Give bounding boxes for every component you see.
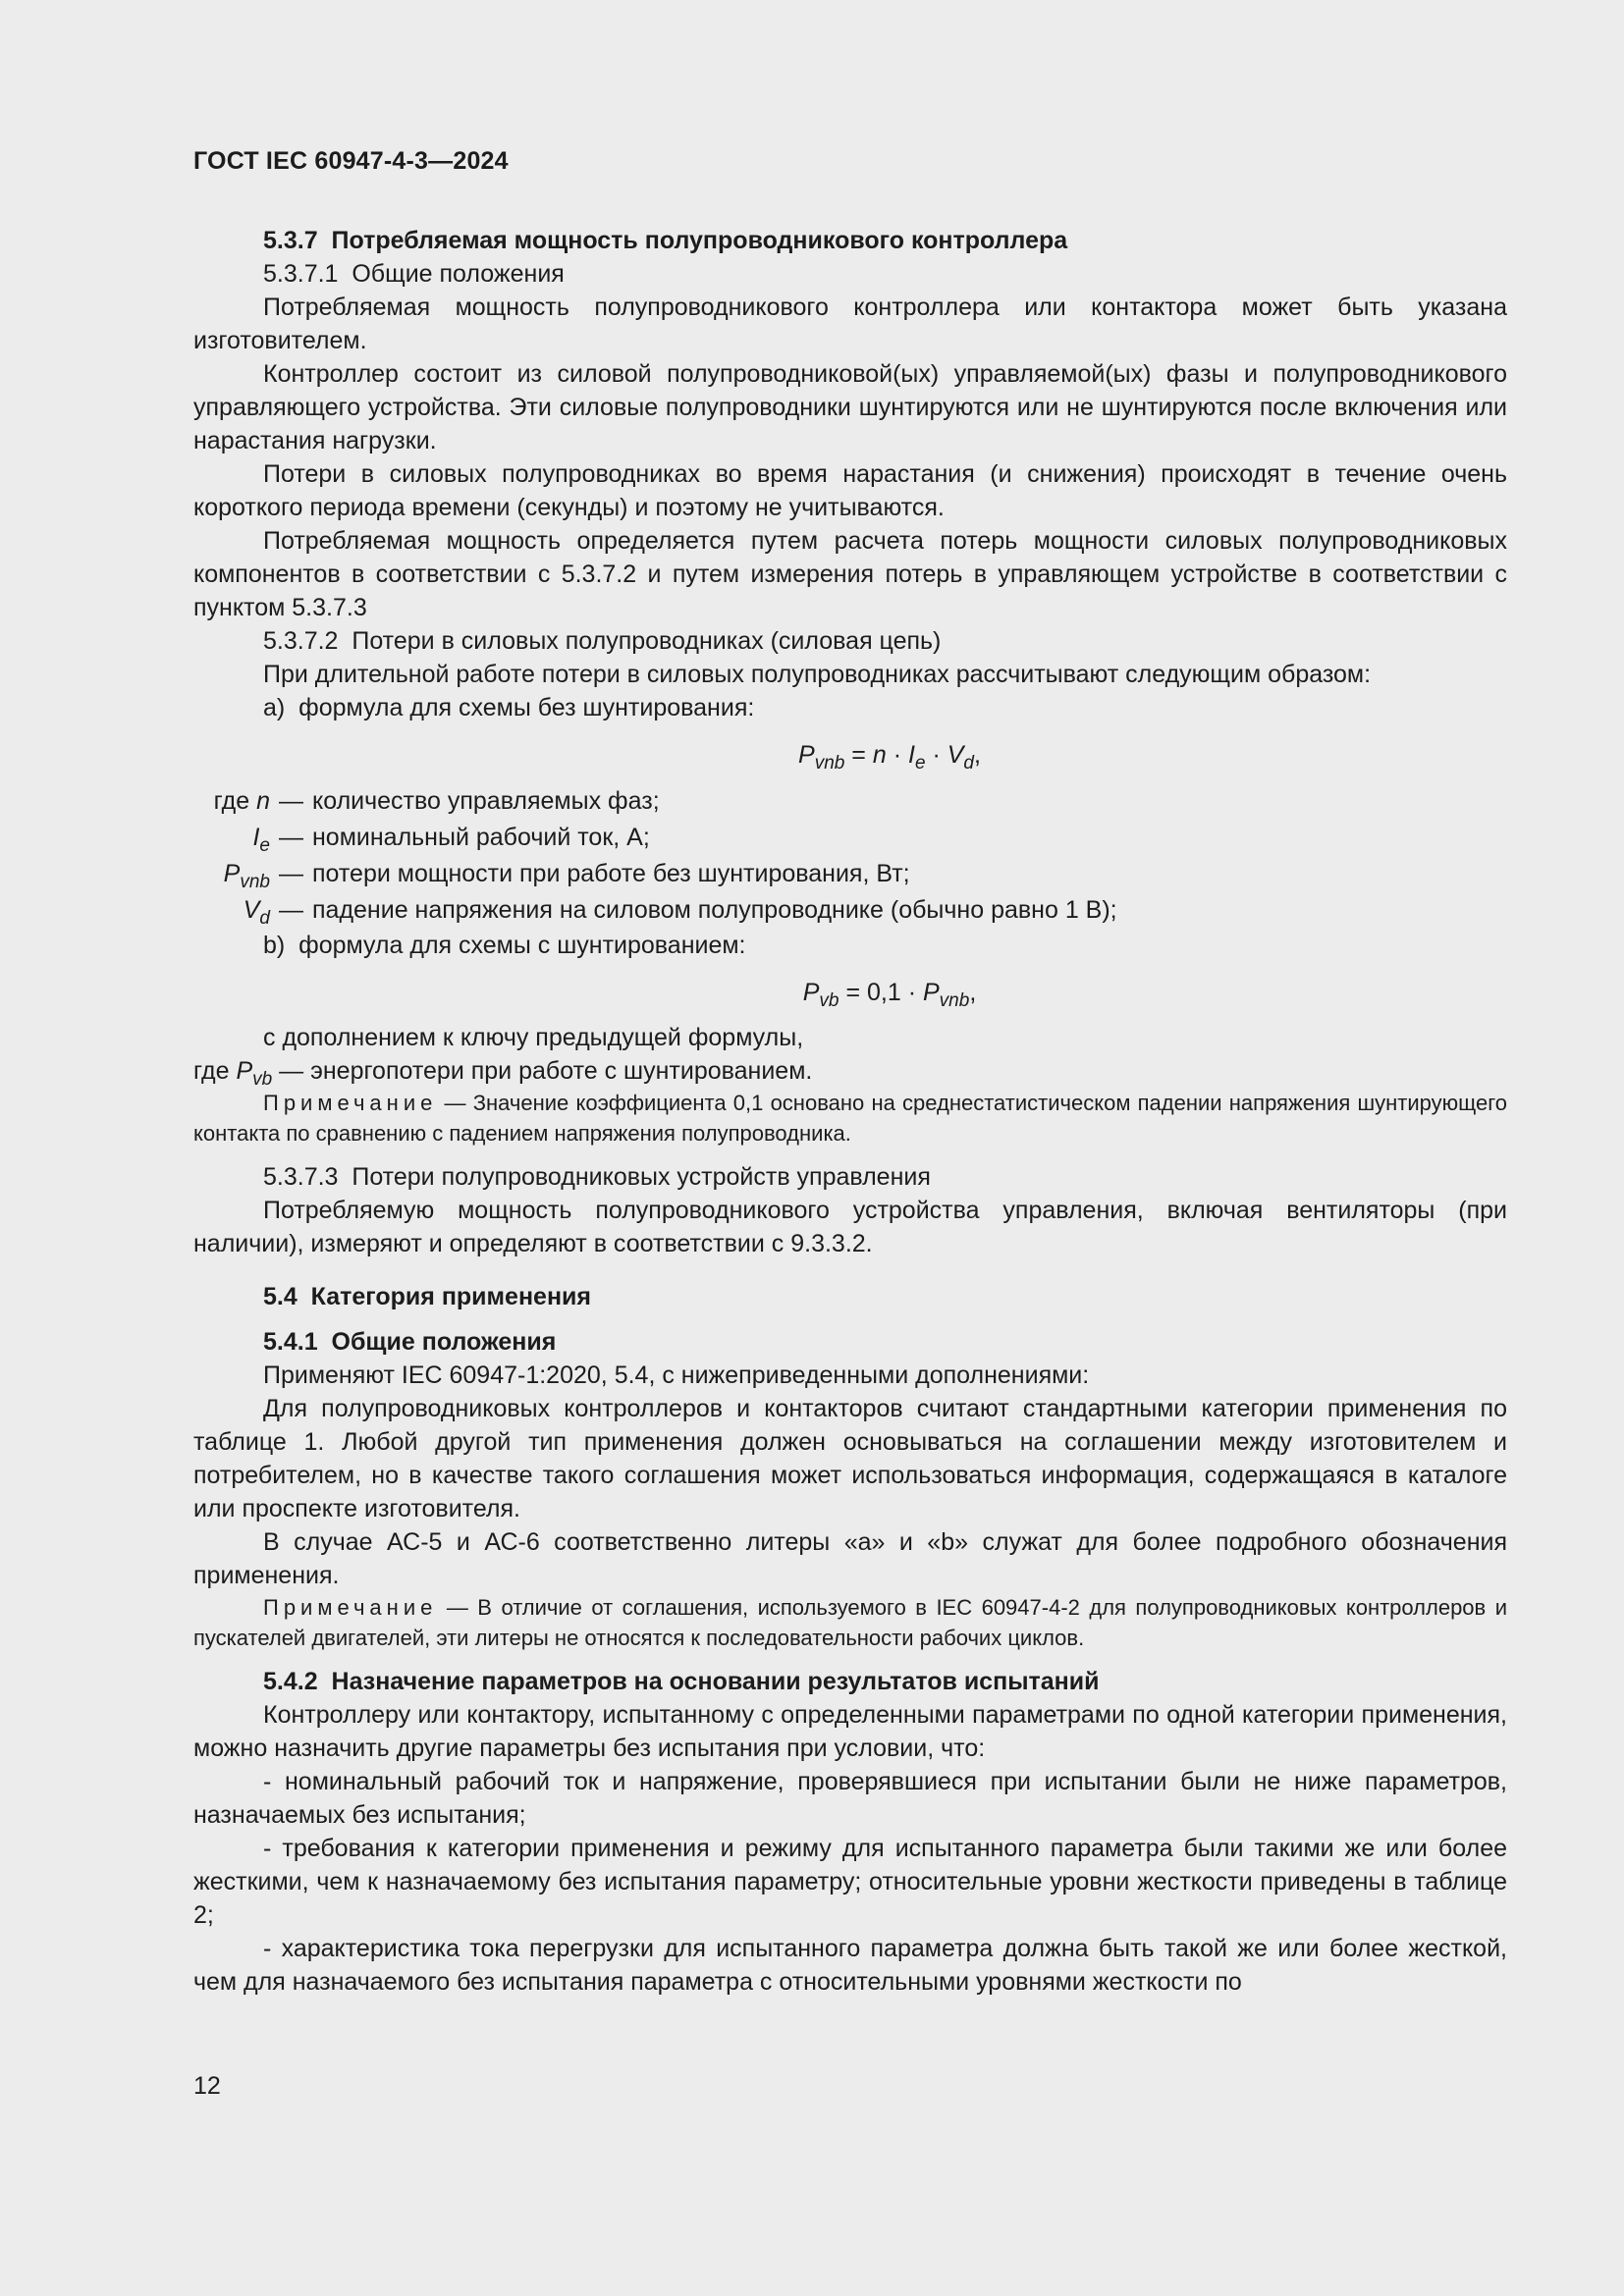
legend-symbol xyxy=(193,856,270,892)
paragraph: Контроллеру или контактору, испытанному с определенными параметрами по одной категории применения, можно назначить другие параметры без испытания при условии, что: xyxy=(193,1701,1507,1762)
paragraph: Для полупроводниковых контроллеров и контакторов считают стандартными категории применения по таблице 1. Любой другой тип применения должен основываться на соглашении между изготовителем и потребителем, но в качестве такого соглашения может использоваться информация, содержащаяся в каталоге или проспекте изготовителя. xyxy=(193,1395,1507,1522)
formula-pvb xyxy=(193,976,1507,1009)
legend-row xyxy=(193,820,1507,856)
legend-description: — энергопотери при работе с шунтированием. xyxy=(279,1057,813,1085)
formula-operator: = xyxy=(844,741,873,769)
section-number: 5.4.1 xyxy=(263,1328,318,1356)
legend-where: где xyxy=(213,787,250,815)
formula-operator: = xyxy=(839,979,867,1006)
legend-description: номинальный рабочий ток, А; xyxy=(312,824,650,851)
legend-subscript: d xyxy=(259,908,270,929)
list-item-text: формула для схемы без шунтирования: xyxy=(298,694,755,721)
subsection-heading-5-3-7-3 xyxy=(193,1160,1507,1194)
subsection-number: 5.3.7.3 xyxy=(263,1163,339,1191)
subsection-title: Общие положения xyxy=(352,260,565,288)
section-heading-5-4-1 xyxy=(193,1325,1507,1359)
formula-pvnb xyxy=(193,738,1507,772)
paragraph: Потребляемая мощность определяется путем расчета потерь мощности силовых полупроводниковых компонентов в соответствии с 5.3.7.2 и путем измерения потерь в управляющем устройстве в соответствии с пунктом 5.3.7.3 xyxy=(193,527,1507,621)
legend-symbol xyxy=(193,783,270,820)
paragraph: Потребляемую мощность полупроводникового устройства управления, включая вентиляторы (при наличии), измеряют и определяют в соответствии с 9.3.3.2. xyxy=(193,1197,1507,1257)
list-marker: a) xyxy=(263,694,286,721)
paragraph: Потери в силовых полупроводниках во время нарастания (и снижения) происходят в течение очень короткого периода времени (секунды) и поэтому не учитываются. xyxy=(193,460,1507,521)
paragraph: Потребляемая мощность полупроводникового контроллера или контактора может быть указана изготовителем. xyxy=(193,294,1507,354)
section-heading-5-4 xyxy=(193,1280,1507,1313)
legend-dash: — xyxy=(279,896,303,924)
legend-description: падение напряжения на силовом полупроводнике (обычно равно 1 В); xyxy=(312,896,1117,924)
formula-operator: · xyxy=(925,741,947,769)
note-text: — В отличие от соглашения, используемого в IEC 60947-4-2 для полупроводниковых контроллеров и пускателей двигателей, эти литеры не относятся к последовательности рабочих циклов. xyxy=(193,1595,1507,1650)
legend-symbol xyxy=(193,820,270,856)
formula-legend xyxy=(193,783,1507,929)
formula-operator: · xyxy=(886,741,908,769)
document-header: ГОСТ IEC 60947-4-3—2024 xyxy=(193,147,509,175)
formula-subscript: d xyxy=(963,753,974,774)
legend-symbol-letter: P xyxy=(236,1057,253,1085)
list-item-a xyxy=(193,691,1507,724)
formula-operator: · xyxy=(900,979,923,1006)
formula-symbol: I xyxy=(907,741,915,769)
formula-subscript: vb xyxy=(819,990,839,1011)
bullet-item: - требования к категории применения и режиму для испытанного параметра были такими же или более жесткими, чем к назначаемому без испытания параметру; относительные уровни жесткости приведены в таблице 2; xyxy=(193,1835,1507,1929)
legend-dash: — xyxy=(279,787,303,815)
page-content xyxy=(193,224,1507,1999)
section-title: Категория применения xyxy=(310,1283,592,1310)
legend-symbol-letter: V xyxy=(243,896,260,924)
section-heading-5-3-7 xyxy=(193,224,1507,257)
list-item-b xyxy=(193,929,1507,962)
subsection-number: 5.3.7.1 xyxy=(263,260,339,288)
formula-subscript: e xyxy=(914,753,926,774)
section-number: 5.4.2 xyxy=(263,1668,318,1695)
section-title: Общие положения xyxy=(331,1328,557,1356)
formula-symbol: P xyxy=(798,741,815,769)
subsection-heading-5-3-7-2 xyxy=(193,624,1507,658)
formula-subscript: vnb xyxy=(939,990,970,1011)
section-title: Назначение параметров на основании результатов испытаний xyxy=(331,1668,1100,1695)
subsection-heading-5-3-7-1 xyxy=(193,257,1507,291)
formula-symbol: P xyxy=(802,979,820,1006)
legend-pvb xyxy=(193,1054,1507,1088)
subsection-title: Потери в силовых полупроводниках (силовая цепь) xyxy=(352,627,942,655)
list-item-text: формула для схемы с шунтированием: xyxy=(298,932,746,959)
note-label: Примечание xyxy=(263,1595,438,1620)
formula-subscript: vnb xyxy=(814,753,845,774)
formula-punctuation: , xyxy=(969,979,977,1006)
legend-subscript: e xyxy=(259,835,270,856)
section-number: 5.3.7 xyxy=(263,227,318,254)
formula-symbol: V xyxy=(947,741,964,769)
legend-subscript: vb xyxy=(252,1069,273,1090)
legend-row xyxy=(193,783,1507,820)
legend-symbol xyxy=(193,892,270,929)
paragraph: В случае АС-5 и АС-6 соответственно литеры «а» и «b» служат для более подробного обозначения применения. xyxy=(193,1528,1507,1589)
bullet-item: - характеристика тока перегрузки для испытанного параметра должна быть такой же или более жесткой, чем для назначаемого без испытания параметра с относительными уровнями жесткости по xyxy=(193,1935,1507,1996)
formula-symbol: P xyxy=(922,979,940,1006)
legend-description: потери мощности при работе без шунтирования, Вт; xyxy=(312,860,910,887)
legend-dash: — xyxy=(279,860,303,887)
legend-symbol-letter: I xyxy=(252,824,260,851)
bullet-item: - номинальный рабочий ток и напряжение, проверявшиеся при испытании были не ниже параметров, назначаемых без испытания; xyxy=(193,1768,1507,1829)
section-heading-5-4-2 xyxy=(193,1665,1507,1698)
note-label: Примечание xyxy=(263,1091,438,1115)
note-text: — Значение коэффициента 0,1 основано на среднестатистическом падении напряжения шунтирующего контакта по сравнению с падением напряжения полупроводника. xyxy=(193,1091,1507,1146)
note-2 xyxy=(193,1592,1507,1653)
legend-subscript: vnb xyxy=(240,872,270,892)
legend-symbol-letter: P xyxy=(223,860,241,887)
paragraph: с дополнением к ключу предыдущей формулы, xyxy=(263,1024,804,1051)
legend-symbol-letter: n xyxy=(256,787,270,815)
legend-where: где xyxy=(193,1057,230,1085)
section-title: Потребляемая мощность полупроводникового контроллера xyxy=(331,227,1068,254)
paragraph: Контроллер состоит из силовой полупроводниковой(ых) управляемой(ых) фазы и полупроводникового управляющего устройства. Эти силовые полупроводники шунтируются или не шунтируются после включения или нарастания нагрузки. xyxy=(193,360,1507,454)
legend-row xyxy=(193,856,1507,892)
note-1 xyxy=(193,1088,1507,1148)
formula-coefficient: 0,1 xyxy=(867,979,901,1006)
paragraph: Применяют IEC 60947-1:2020, 5.4, с нижеприведенными дополнениями: xyxy=(263,1362,1090,1389)
page-number: 12 xyxy=(193,2072,221,2100)
formula-punctuation: , xyxy=(974,741,981,769)
subsection-number: 5.3.7.2 xyxy=(263,627,339,655)
legend-dash: — xyxy=(279,824,303,851)
subsection-title: Потери полупроводниковых устройств управления xyxy=(352,1163,931,1191)
section-number: 5.4 xyxy=(263,1283,298,1310)
paragraph: При длительной работе потери в силовых полупроводниках рассчитывают следующим образом: xyxy=(263,661,1372,688)
legend-description: количество управляемых фаз; xyxy=(312,787,660,815)
formula-symbol: n xyxy=(872,741,887,769)
legend-row xyxy=(193,892,1507,929)
list-marker: b) xyxy=(263,932,286,959)
